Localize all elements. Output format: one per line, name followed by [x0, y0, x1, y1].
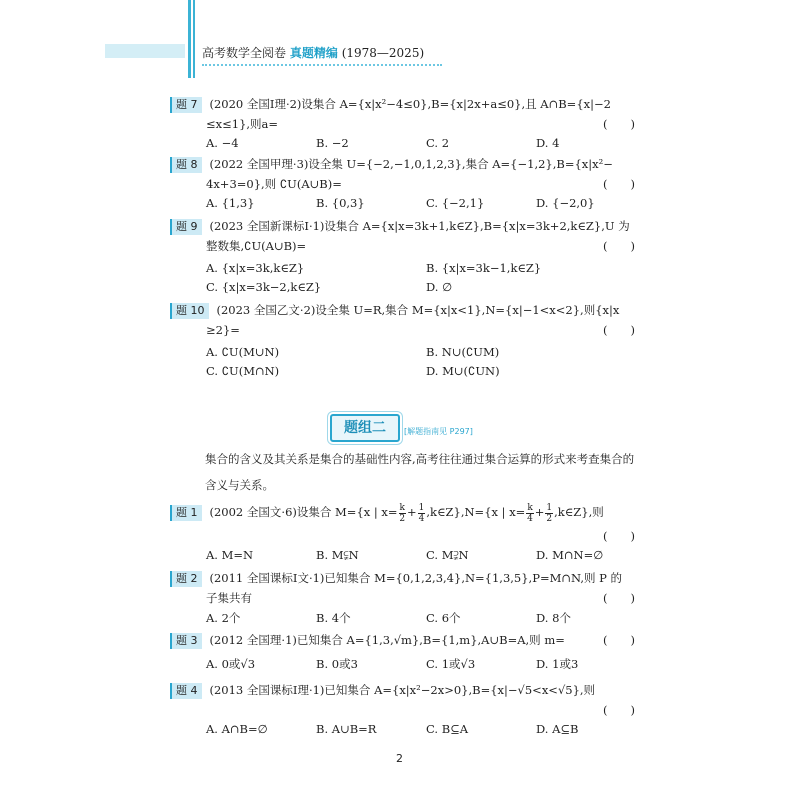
answer-paren: ( )	[603, 703, 635, 717]
option-c: C. ∁U(M∩N)	[206, 364, 280, 378]
question-g2-2	[170, 570, 635, 630]
option-d: D. 4	[536, 136, 560, 150]
header-band	[105, 44, 185, 58]
question-text: (2012 全国理·1)已知集合 A={1,3,√m},B={1,m},A∪B=A,则 m=	[209, 633, 565, 647]
option-c: C. {x|x=3k−2,k∈Z}	[206, 280, 322, 294]
question-badge: 题 10	[170, 303, 209, 319]
option-c: C. M⫌N	[426, 548, 469, 562]
header-title-suffix: (1978—2025)	[341, 46, 425, 60]
option-d: D. M∪(∁UN)	[426, 364, 500, 378]
question-text: (2011 全国课标Ⅰ文·1)已知集合 M={0,1,2,3,4},N={1,3,5},P=M∩N,则 P 的	[209, 571, 623, 585]
question-text-cont: ≥2}=	[206, 323, 240, 337]
header-bar	[188, 0, 191, 78]
running-header	[202, 44, 424, 61]
question-text: (2022 全国甲理·3)设全集 U={−2,−1,0,1,2,3},集合 A={−1,2},B={x|x²−	[209, 157, 613, 171]
solution-reference: [解题指南见 P297]	[404, 427, 473, 436]
group-intro: 集合的含义及其关系是集合的基础性内容,高考往往通过集合运算的形式来考查集合的含义与关系。	[205, 452, 635, 492]
question-badge: 题 1	[170, 505, 202, 521]
question-text-cont: 子集共有	[206, 591, 252, 605]
question-text-cont: 整数集,∁U(A∪B)=	[206, 239, 307, 253]
set-n-close: ,k∈Z},则	[554, 505, 604, 519]
option-c: C. 1或√3	[426, 657, 476, 671]
header-title-prefix: 高考数学全阅卷	[202, 46, 287, 60]
question-7	[170, 96, 635, 156]
question-text-cont: ≤x≤1},则a=	[206, 117, 279, 131]
answer-paren: ( )	[603, 177, 635, 191]
question-g2-1: 题 1 (2002 全国文·6)设集合 M={x | x= $\frac{k}{2}$ + $\frac{1}{4}$ ,k∈Z},N={x | x= $\frac{k}{4}$ + $\frac{1}{2}$ ,k∈Z},则 ( ) A. M=N B. M⫋N C. M⫌N D. M∩N=∅	[170, 500, 635, 564]
fraction: $\frac{1}{4}$	[418, 502, 425, 524]
answer-paren: ( )	[603, 239, 635, 253]
answer-paren: ( )	[603, 633, 635, 647]
question-text-cont: 4x+3=0},则 ∁U(A∪B)=	[206, 177, 342, 191]
question-g2-3	[170, 632, 635, 676]
option-d: D. M∩N=∅	[536, 548, 604, 562]
question-badge: 题 4	[170, 683, 202, 699]
option-a: A. {1,3}	[206, 196, 255, 210]
set-m-open: {x | x=	[356, 505, 398, 519]
question-badge: 题 8	[170, 157, 202, 173]
option-b: B. {x|x=3k−1,k∈Z}	[426, 261, 542, 275]
question-text: (2013 全国课标Ⅰ理·1)已知集合 A={x|x²−2x>0},B={x|−√5<x<√5},则	[209, 683, 596, 697]
question-g2-4	[170, 682, 635, 742]
option-c: C. B⊆A	[426, 722, 469, 736]
option-a: A. A∩B=∅	[206, 722, 268, 736]
question-text: (2002 全国文·6)设集合 M=	[209, 505, 357, 519]
option-b: B. 4个	[316, 611, 351, 625]
option-a: A. ∁U(M∪N)	[206, 345, 280, 359]
option-a: A. 2个	[206, 611, 241, 625]
page-number: 2	[396, 752, 403, 765]
header-dotted-line	[202, 64, 442, 66]
option-b: B. {0,3}	[316, 196, 365, 210]
question-9	[170, 218, 635, 298]
fraction: $\frac{1}{2}$	[546, 502, 553, 524]
question-badge: 题 7	[170, 97, 202, 113]
option-c: C. 6个	[426, 611, 461, 625]
option-d: D. 8个	[536, 611, 571, 625]
option-b: B. N∪(∁UM)	[426, 345, 500, 359]
answer-paren: ( )	[603, 591, 635, 605]
question-text: (2023 全国乙文·2)设全集 U=R,集合 M={x|x<1},N={x|−1<x<2},则{x|x	[216, 303, 620, 317]
question-10	[170, 302, 635, 382]
option-b: B. A∪B=R	[316, 722, 377, 736]
fraction: $\frac{k}{4}$	[527, 502, 533, 524]
option-b: B. −2	[316, 136, 349, 150]
question-8	[170, 156, 635, 216]
answer-paren: ( )	[603, 529, 635, 543]
option-d: D. A⊆B	[536, 722, 579, 736]
question-text: (2020 全国Ⅰ理·2)设集合 A={x|x²−4≤0},B={x|2x+a≤0},且 A∩B={x|−2	[209, 97, 611, 111]
set-n-open: {x | x=	[484, 505, 526, 519]
answer-paren: ( )	[603, 117, 635, 131]
answer-paren: ( )	[603, 323, 635, 337]
option-c: C. 2	[426, 136, 450, 150]
option-c: C. {−2,1}	[426, 196, 485, 210]
header-title-highlight: 真题精编	[289, 46, 338, 60]
question-text: (2023 全国新课标Ⅰ·1)设集合 A={x|x=3k+1,k∈Z},B={x|x=3k+2,k∈Z},U 为	[209, 219, 630, 233]
header-bar-thin	[193, 0, 195, 78]
option-b: B. M⫋N	[316, 548, 359, 562]
question-badge: 题 2	[170, 571, 202, 587]
set-m-close: ,k∈Z},N=	[426, 505, 485, 519]
option-a: A. −4	[206, 136, 239, 150]
option-a: A. M=N	[206, 548, 254, 562]
option-d: D. {−2,0}	[536, 196, 595, 210]
group-title: 题组二	[330, 414, 400, 442]
option-d: D. ∅	[426, 280, 453, 294]
question-badge: 题 9	[170, 219, 202, 235]
option-b: B. 0或3	[316, 657, 358, 671]
option-a: A. 0或√3	[206, 657, 256, 671]
option-a: A. {x|x=3k,k∈Z}	[206, 261, 305, 275]
fraction: $\frac{k}{2}$	[399, 502, 406, 524]
question-badge: 题 3	[170, 633, 202, 649]
option-d: D. 1或3	[536, 657, 579, 671]
